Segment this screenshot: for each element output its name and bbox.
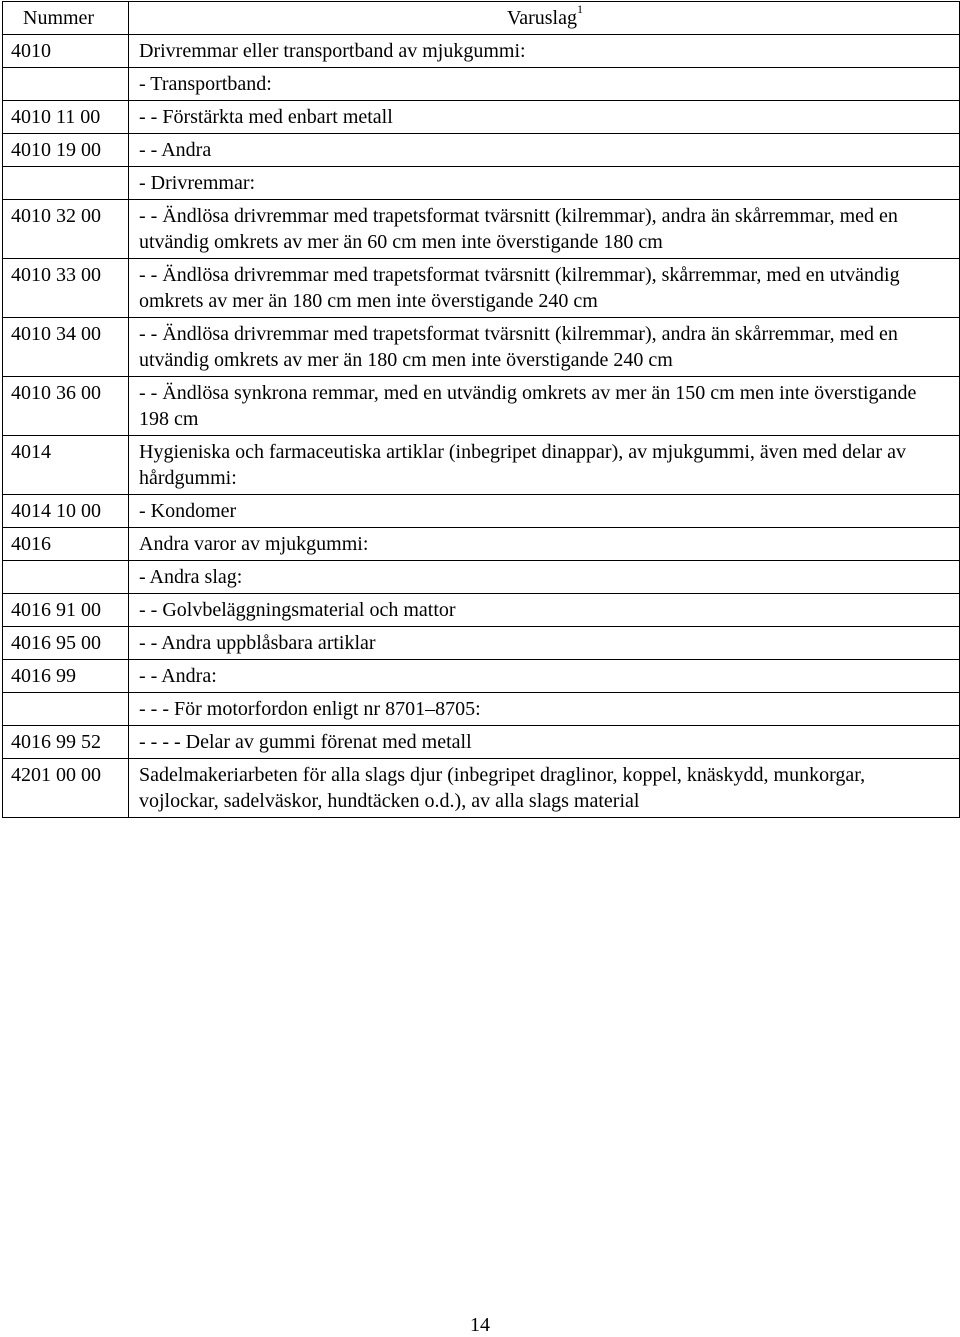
table-row	[3, 528, 960, 561]
table-row	[3, 726, 960, 759]
table-row	[3, 318, 960, 377]
column-header-description	[129, 2, 960, 35]
table-header-row	[3, 2, 960, 35]
row-description: - - Ändlösa drivremmar med trapetsformat tvärsnitt (kilremmar), andra än skårremmar, med en utvändig omkrets av mer än 180 cm men inte överstigande 240 cm	[129, 318, 960, 377]
row-description: - - - - Delar av gummi förenat med metall	[129, 726, 960, 759]
table-row	[3, 200, 960, 259]
row-number: 4016	[3, 528, 129, 561]
row-number: 4010 33 00	[3, 259, 129, 318]
column-header-description-text: Varuslag	[507, 7, 577, 29]
table-row	[3, 436, 960, 495]
row-number	[3, 167, 129, 200]
row-description: Hygieniska och farmaceutiska artiklar (inbegripet dinappar), av mjukgummi, även med delar av hårdgummi:	[129, 436, 960, 495]
row-number: 4014 10 00	[3, 495, 129, 528]
column-header-number: Nummer	[3, 2, 129, 35]
row-number	[3, 561, 129, 594]
row-number: 4201 00 00	[3, 759, 129, 818]
row-description: - - Förstärkta med enbart metall	[129, 101, 960, 134]
table-body	[3, 35, 960, 818]
row-number	[3, 693, 129, 726]
row-number: 4016 91 00	[3, 594, 129, 627]
row-description: - - Ändlösa drivremmar med trapetsformat tvärsnitt (kilremmar), skårremmar, med en utvändig omkrets av mer än 180 cm men inte överstigande 240 cm	[129, 259, 960, 318]
row-number: 4016 95 00	[3, 627, 129, 660]
row-description: - - - För motorfordon enligt nr 8701–8705:	[129, 693, 960, 726]
table-row	[3, 35, 960, 68]
row-number: 4014	[3, 436, 129, 495]
row-description: Andra varor av mjukgummi:	[129, 528, 960, 561]
row-number: 4010 19 00	[3, 134, 129, 167]
table-row	[3, 495, 960, 528]
row-number: 4010 34 00	[3, 318, 129, 377]
table-row	[3, 101, 960, 134]
row-number	[3, 68, 129, 101]
row-description: - Andra slag:	[129, 561, 960, 594]
row-description: - - Ändlösa drivremmar med trapetsformat tvärsnitt (kilremmar), andra än skårremmar, med en utvändig omkrets av mer än 60 cm men inte överstigande 180 cm	[129, 200, 960, 259]
row-number: 4010 11 00	[3, 101, 129, 134]
table-row	[3, 68, 960, 101]
row-number: 4010	[3, 35, 129, 68]
row-description: - - Andra	[129, 134, 960, 167]
table-row	[3, 134, 960, 167]
table-row	[3, 259, 960, 318]
row-description: - Transportband:	[129, 68, 960, 101]
row-number: 4010 36 00	[3, 377, 129, 436]
footnote-mark: 1	[576, 2, 583, 17]
row-description: - Kondomer	[129, 495, 960, 528]
row-description: Sadelmakeriarbeten för alla slags djur (inbegripet draglinor, koppel, knäskydd, munkorgar, vojlockar, sadelväskor, hundtäcken o.d.), av alla slags material	[129, 759, 960, 818]
row-number: 4010 32 00	[3, 200, 129, 259]
table-row	[3, 377, 960, 436]
row-description: Drivremmar eller transportband av mjukgummi:	[129, 35, 960, 68]
row-number: 4016 99	[3, 660, 129, 693]
tariff-table	[2, 1, 960, 818]
table-row	[3, 693, 960, 726]
table-row	[3, 561, 960, 594]
table-row	[3, 759, 960, 818]
row-description: - - Golvbeläggningsmaterial och mattor	[129, 594, 960, 627]
table-row	[3, 594, 960, 627]
table-row	[3, 627, 960, 660]
row-description: - - Ändlösa synkrona remmar, med en utvändig omkrets av mer än 150 cm men inte överstigande 198 cm	[129, 377, 960, 436]
table-row	[3, 167, 960, 200]
row-description: - Drivremmar:	[129, 167, 960, 200]
row-description: - - Andra uppblåsbara artiklar	[129, 627, 960, 660]
page-number: 14	[470, 1314, 490, 1336]
row-description: - - Andra:	[129, 660, 960, 693]
table-row	[3, 660, 960, 693]
row-number: 4016 99 52	[3, 726, 129, 759]
